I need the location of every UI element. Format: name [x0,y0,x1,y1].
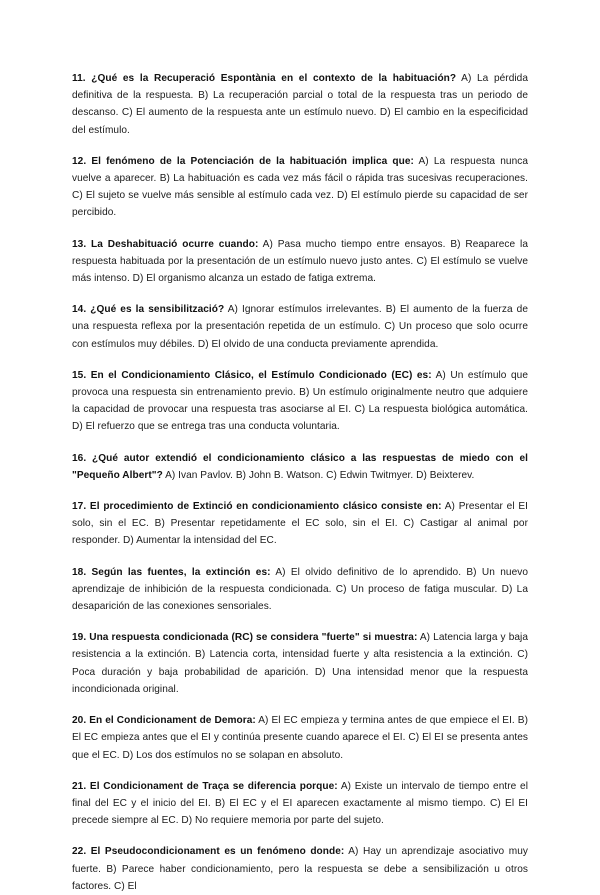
question-12 [72,153,528,222]
question-11 [72,70,528,139]
question-options: A) El olvido definitivo de lo aprendido. B) Un nuevo aprendizaje de inhibición de la respuesta condicionada. C) Un proceso de fatiga muscular. D) La desaparición de las conexiones sensoriales. [72,566,528,613]
question-options: A) Latencia larga y baja resistencia a la extinción. B) Latencia corta, intensidad fuerte y alta resistencia a la extinción. C) Poca duración y baja probabilidad de aparición. D) Una intensidad menor que la respuesta incondicionada original. [72,632,529,695]
question-18 [72,564,528,616]
question-options: A) El EC empieza y termina antes de que empiece el EI. B) El EC empieza antes que el EI y continúa presente cuando aparece el EI. C) El EI se presenta antes que el EC. D) Los dos estímulos no se solapan en absoluto. [72,715,529,761]
question-options: A) Pasa mucho tiempo entre ensayos. B) Reaparece la respuesta habituada por la presentación de un estímulo nuevo justo antes. C) El estímulo se vuelve más intenso. D) El organismo alcanza un estado de fatiga extrema. [72,238,528,285]
question-stem: 21. El Condicionament de Traça se diferencia porque: [72,780,338,792]
question-stem: 22. El Pseudocondicionament es un fenómeno donde: [72,846,345,858]
question-stem: 12. El fenómeno de la Potenciación de la habituación implica que: [72,155,414,167]
question-options: A) Ivan Pavlov. B) John B. Watson. C) Edwin Twitmyer. D) Beixterev. [162,469,475,481]
question-stem: 15. En el Condicionamiento Clásico, el Estímulo Condicionado (EC) es: [72,369,432,381]
question-stem: 11. ¿Qué es la Recuperació Espontània en el contexto de la habituación? [72,73,457,84]
question-20 [72,712,528,764]
question-15 [72,367,528,436]
question-19 [72,629,528,698]
question-21 [72,778,528,830]
question-stem: 17. El procedimiento de Extinció en condicionamiento clásico consiste en: [72,501,442,513]
question-stem: 20. En el Condicionament de Demora: [72,715,256,727]
question-options: A) La pérdida definitiva de la respuesta. B) La recuperación parcial o total de la respuesta tras un periodo de descanso. C) El aumento de la respuesta ante un estímulo nuevo. D) El cambio en la especificidad del estímulo. [72,73,528,136]
question-options: A) Existe un intervalo de tiempo entre el final del EC y el inicio del EI. B) El EC y el EI aparecen exactamente al mismo tiempo. C) El EI precede siempre al EC. D) No requiere memoria por parte del sujeto. [72,780,528,827]
question-14 [72,301,528,353]
question-13 [72,236,528,288]
question-options: A) Un estímulo que provoca una respuesta sin entrenamiento previo. B) Un estímulo originalmente neutro que adquiere la capacidad de provocar una respuesta tras asociarse al EI. C) La respuesta biológica automática. D) El refuerzo que se entrega tras una conducta voluntaria. [72,369,528,433]
question-stem: 19. Una respuesta condicionada (RC) se considera "fuerte" si muestra: [72,632,418,644]
question-options: A) La respuesta nunca vuelve a aparecer. B) La habituación es cada vez más fácil o rápida tras sucesivas recuperaciones. C) El sujeto se vuelve más sensible al estímulo cada vez. D) El estímulo pierde su capacidad de ser percibido. [72,155,528,219]
question-stem: 14. ¿Qué es la sensibilització? [72,304,225,316]
question-stem: 18. Según las fuentes, la extinción es: [72,566,271,578]
question-options: A) Ignorar estímulos irrelevantes. B) El aumento de la fuerza de una respuesta reflexa por la presentación repetida de un estímulo. C) Un proceso que solo ocurre con estímulos muy débiles. D) El olvido de una conducta previamente aprendida. [72,304,528,350]
question-options: A) Presentar el EI solo, sin el EC. B) Presentar repetidamente el EC solo, sin el EI. C) Castigar al animal por responder. D) Aumentar la intensidad del EC. [72,501,528,547]
question-17 [72,498,528,550]
question-16 [72,450,528,484]
question-stem: 13. La Deshabituació ocurre cuando: [72,238,259,250]
question-stem: 16. ¿Qué autor extendió el condicionamiento clásico a las respuestas de miedo con el "Pequeño Albert"? [72,452,528,481]
question-22 [72,843,528,895]
question-options: A) Hay un aprendizaje asociativo muy fuerte. B) Parece haber condicionamiento, pero la respuesta se debe a sensibilización u otros factores. C) El [72,846,528,892]
